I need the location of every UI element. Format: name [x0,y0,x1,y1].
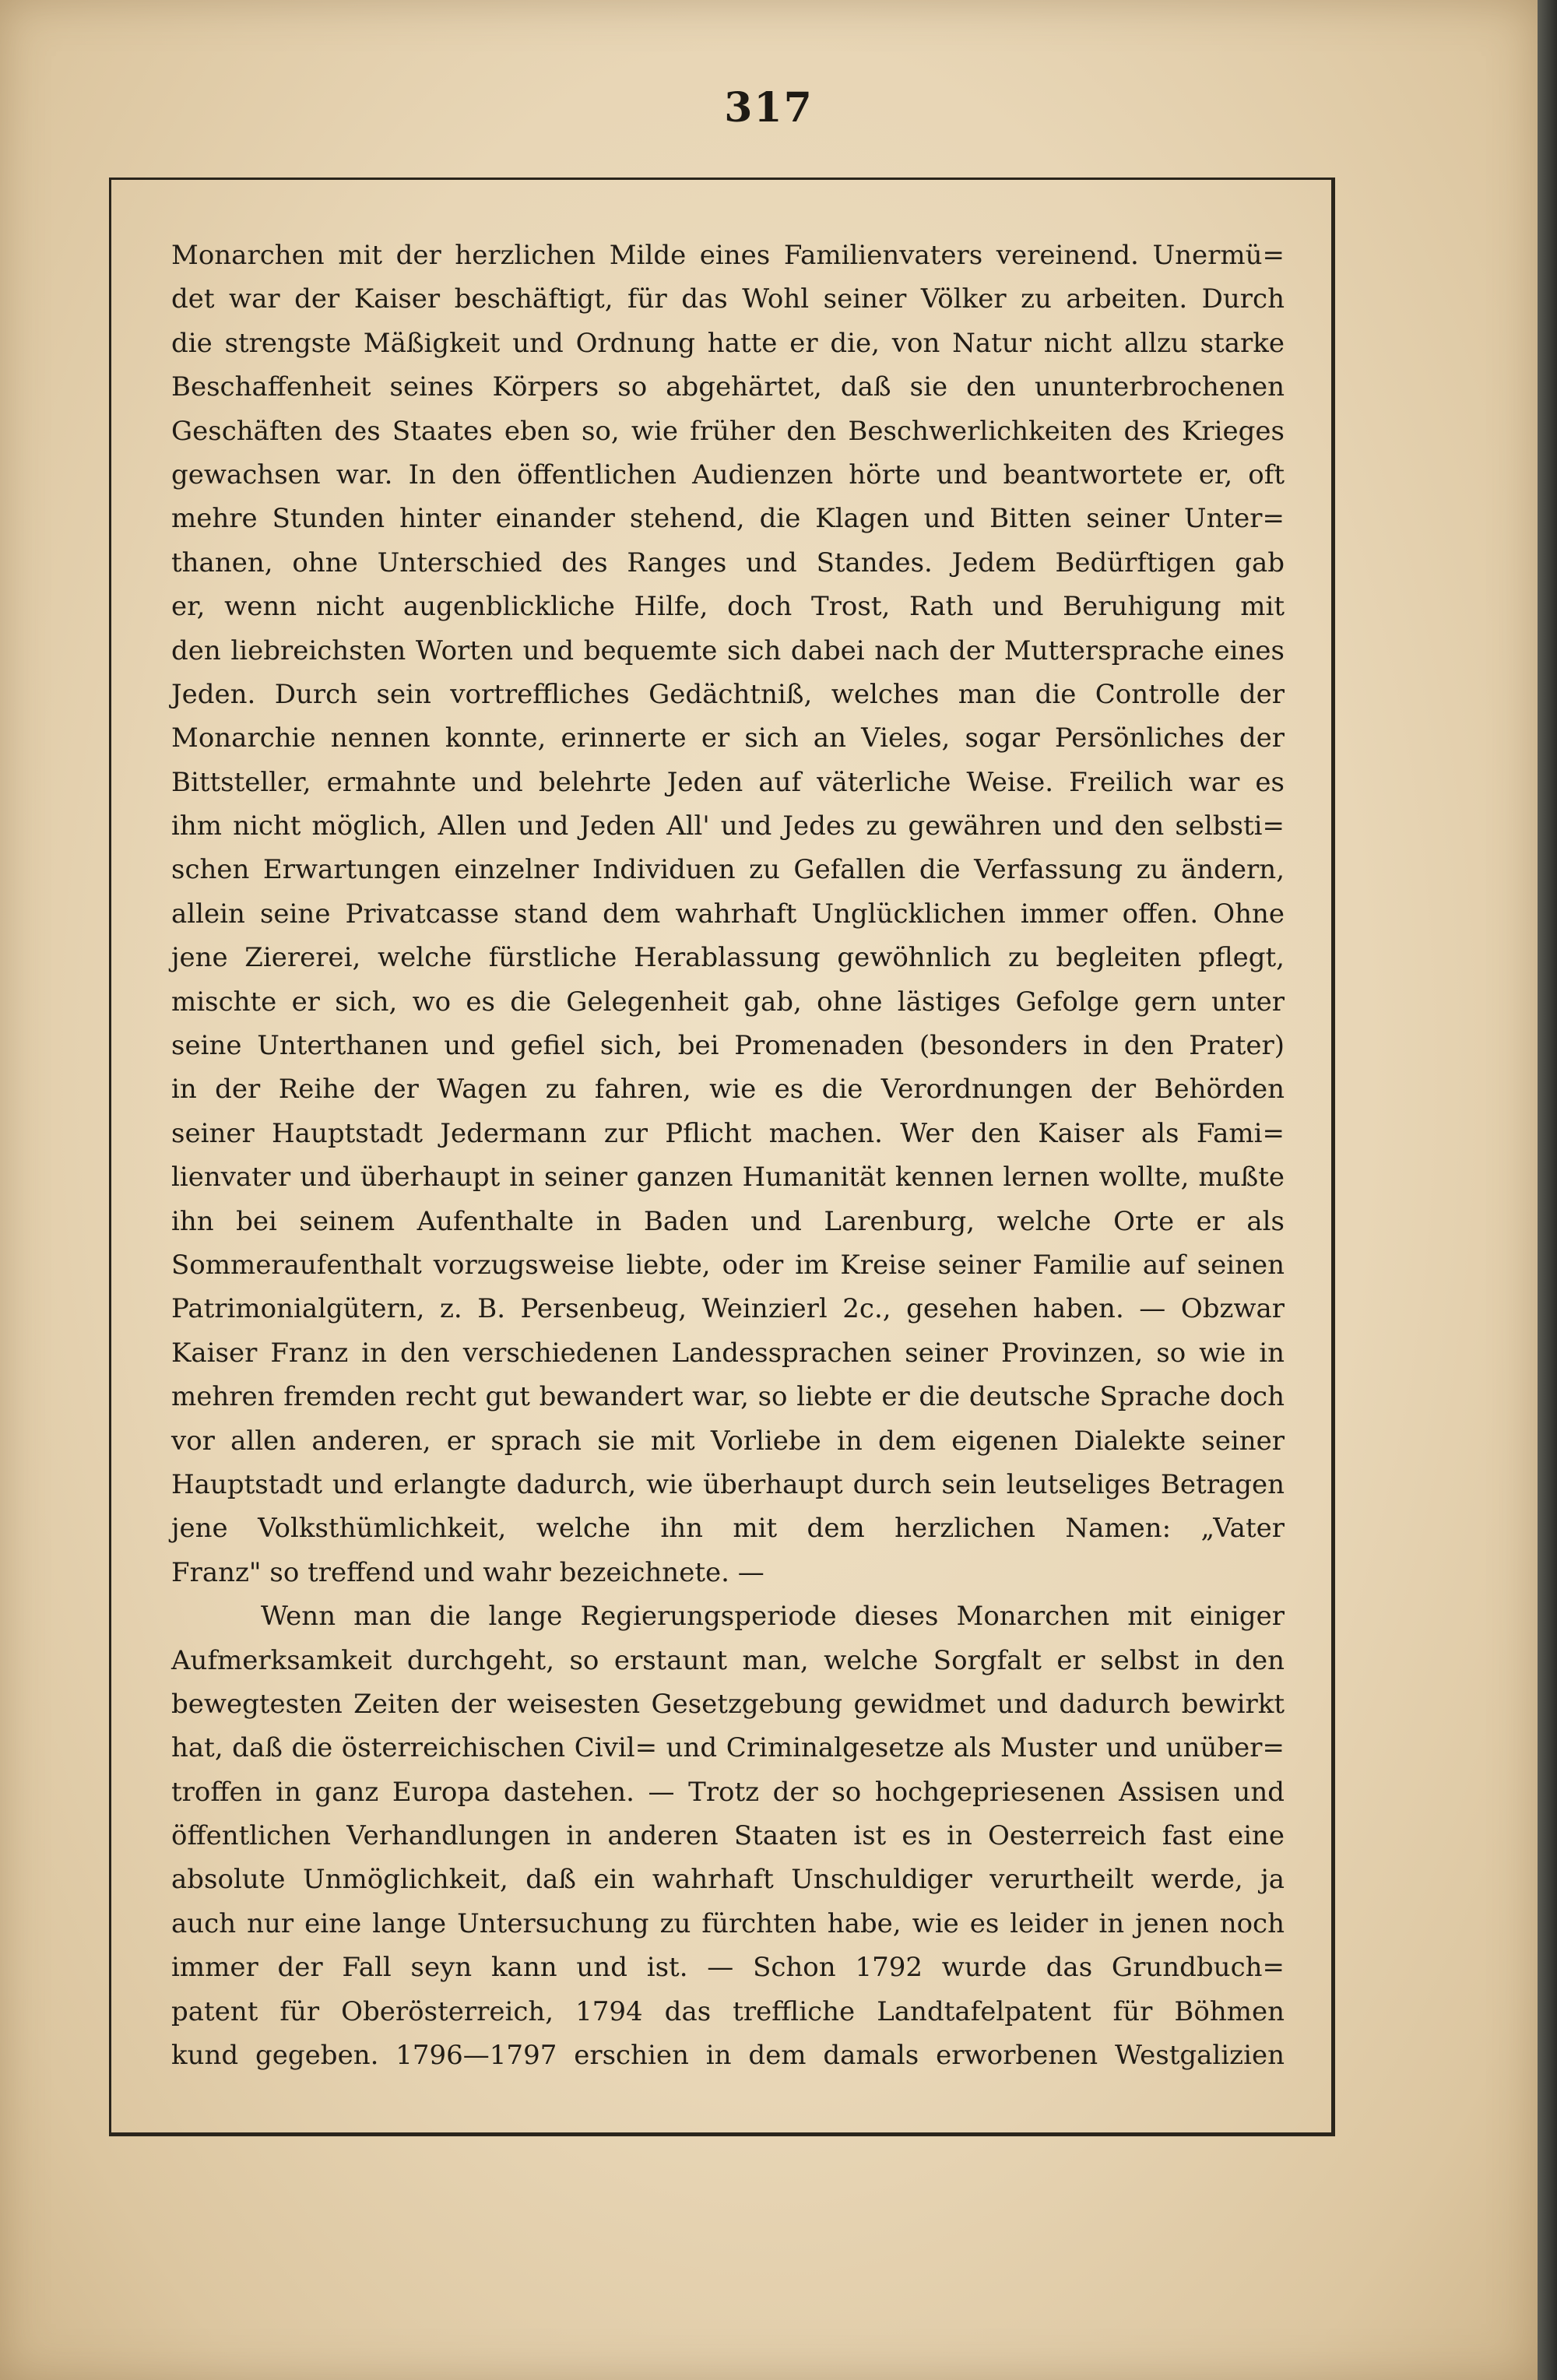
text-line: absolute Unmöglichkeit, daß ein wahrhaft Unschuldiger verurtheilt werde, ja [171,1864,1285,1896]
text-line: troffen in ganz Europa dastehen. — Trotz der so hochgepriesenen Assisen und [171,1776,1285,1808]
text-line: schen Erwartungen einzelner Individuen zu Gefallen die Verfassung zu ändern, [171,854,1285,886]
text-line: gewachsen war. In den öffentlichen Audienzen hörte und beantwortete er, oft [171,459,1285,490]
text-line: lienvater und überhaupt in seiner ganzen Humanität kennen lernen wollte, mußte [171,1162,1285,1194]
text-line: Aufmerksamkeit durchgeht, so erstaunt man, welche Sorgfalt er selbst in den [171,1644,1285,1676]
text-line: Kaiser Franz in den verschiedenen Landessprachen seiner Provinzen, so wie in [171,1337,1285,1369]
text-line: Jeden. Durch sein vortreffliches Gedächtniß, welches man die Controlle der [171,678,1285,710]
text-line: seine Unterthanen und gefiel sich, bei Promenaden (besonders in den Prater) [171,1030,1285,1062]
text-line: öffentlichen Verhandlungen in anderen Staaten ist es in Oesterreich fast eine [171,1820,1285,1852]
text-line: seiner Hauptstadt Jedermann zur Pflicht machen. Wer den Kaiser als Fami= [171,1117,1285,1149]
text-line: bewegtesten Zeiten der weisesten Gesetzgebung gewidmet und dadurch bewirkt [171,1688,1285,1720]
text-line: in der Reihe der Wagen zu fahren, wie es die Verordnungen der Behörden [171,1074,1285,1106]
text-line: Monarchen mit der herzlichen Milde eines Familienvaters vereinend. Unermü= [171,240,1285,271]
text-line: kund gegeben. 1796—1797 erschien in dem damals erworbenen Westgalizien [171,2040,1285,2072]
text-line: Patrimonialgütern, z. B. Persenbeug, Weinzierl 2c., gesehen haben. — Obzwar [171,1293,1285,1325]
text-line: auch nur eine lange Untersuchung zu fürchten habe, wie es leider in jenen noch [171,1907,1285,1939]
text-line: Geschäften des Staates eben so, wie früher den Beschwerlichkeiten des Krieges [171,415,1285,447]
text-line: vor allen anderen, er sprach sie mit Vorliebe in dem eigenen Dialekte seiner [171,1425,1285,1457]
text-line: allein seine Privatcasse stand dem wahrhaft Unglücklichen immer offen. Ohne [171,898,1285,930]
text-line: mehre Stunden hinter einander stehend, die Klagen und Bitten seiner Unter= [171,503,1285,535]
text-line: Wenn man die lange Regierungsperiode dieses Monarchen mit einiger [261,1601,1285,1633]
text-line: thanen, ohne Unterschied des Ranges und Standes. Jedem Bedürftigen gab [171,547,1285,578]
text-line: mischte er sich, wo es die Gelegenheit gab, ohne lästiges Gefolge gern unter [171,986,1285,1018]
text-line: det war der Kaiser beschäftigt, für das Wohl seiner Völker zu arbeiten. Durch [171,283,1285,315]
text-line: den liebreichsten Worten und bequemte sich dabei nach der Muttersprache eines [171,635,1285,666]
text-line: ihn bei seinem Aufenthalte in Baden und Larenburg, welche Orte er als [171,1205,1285,1237]
text-line: patent für Oberösterreich, 1794 das treffliche Landtafelpatent für Böhmen [171,1995,1285,2027]
text-line: Franz" so treffend und wahr bezeichnete. — [171,1556,764,1588]
page-number: 317 [724,84,814,132]
body-text [171,234,1285,2077]
text-line: Sommeraufenthalt vorzugsweise liebte, oder im Kreise seiner Familie auf seinen [171,1249,1285,1281]
text-line: Bittsteller, ermahnte und belehrte Jeden auf väterliche Weise. Freilich war es [171,766,1285,798]
text-line: ihm nicht möglich, Allen und Jeden All' und Jedes zu gewähren und den selbsti= [171,810,1285,842]
text-line: jene Ziererei, welche fürstliche Herablassung gewöhnlich zu begleiten pflegt, [171,942,1285,974]
text-line: hat, daß die österreichischen Civil= und Criminalgesetze als Muster und unüber= [171,1732,1285,1764]
text-line: er, wenn nicht augenblickliche Hilfe, doch Trost, Rath und Beruhigung mit [171,591,1285,623]
text-line: immer der Fall seyn kann und ist. — Schon 1792 wurde das Grundbuch= [171,1952,1285,1984]
text-line: die strengste Mäßigkeit und Ordnung hatte er die, von Natur nicht allzu starke [171,327,1285,359]
text-line: Beschaffenheit seines Körpers so abgehärtet, daß sie den ununterbrochenen [171,371,1285,403]
text-line: mehren fremden recht gut bewandert war, so liebte er die deutsche Sprache doch [171,1381,1285,1413]
book-binding-edge [1538,0,1557,2380]
text-line: Hauptstadt und erlangte dadurch, wie überhaupt durch sein leutseliges Betragen [171,1468,1285,1500]
text-line: jene Volksthümlichkeit, welche ihn mit dem herzlichen Namen: „Vater [171,1513,1285,1545]
text-line: Monarchie nennen konnte, erinnerte er sich an Vieles, sogar Persönliches der [171,722,1285,754]
